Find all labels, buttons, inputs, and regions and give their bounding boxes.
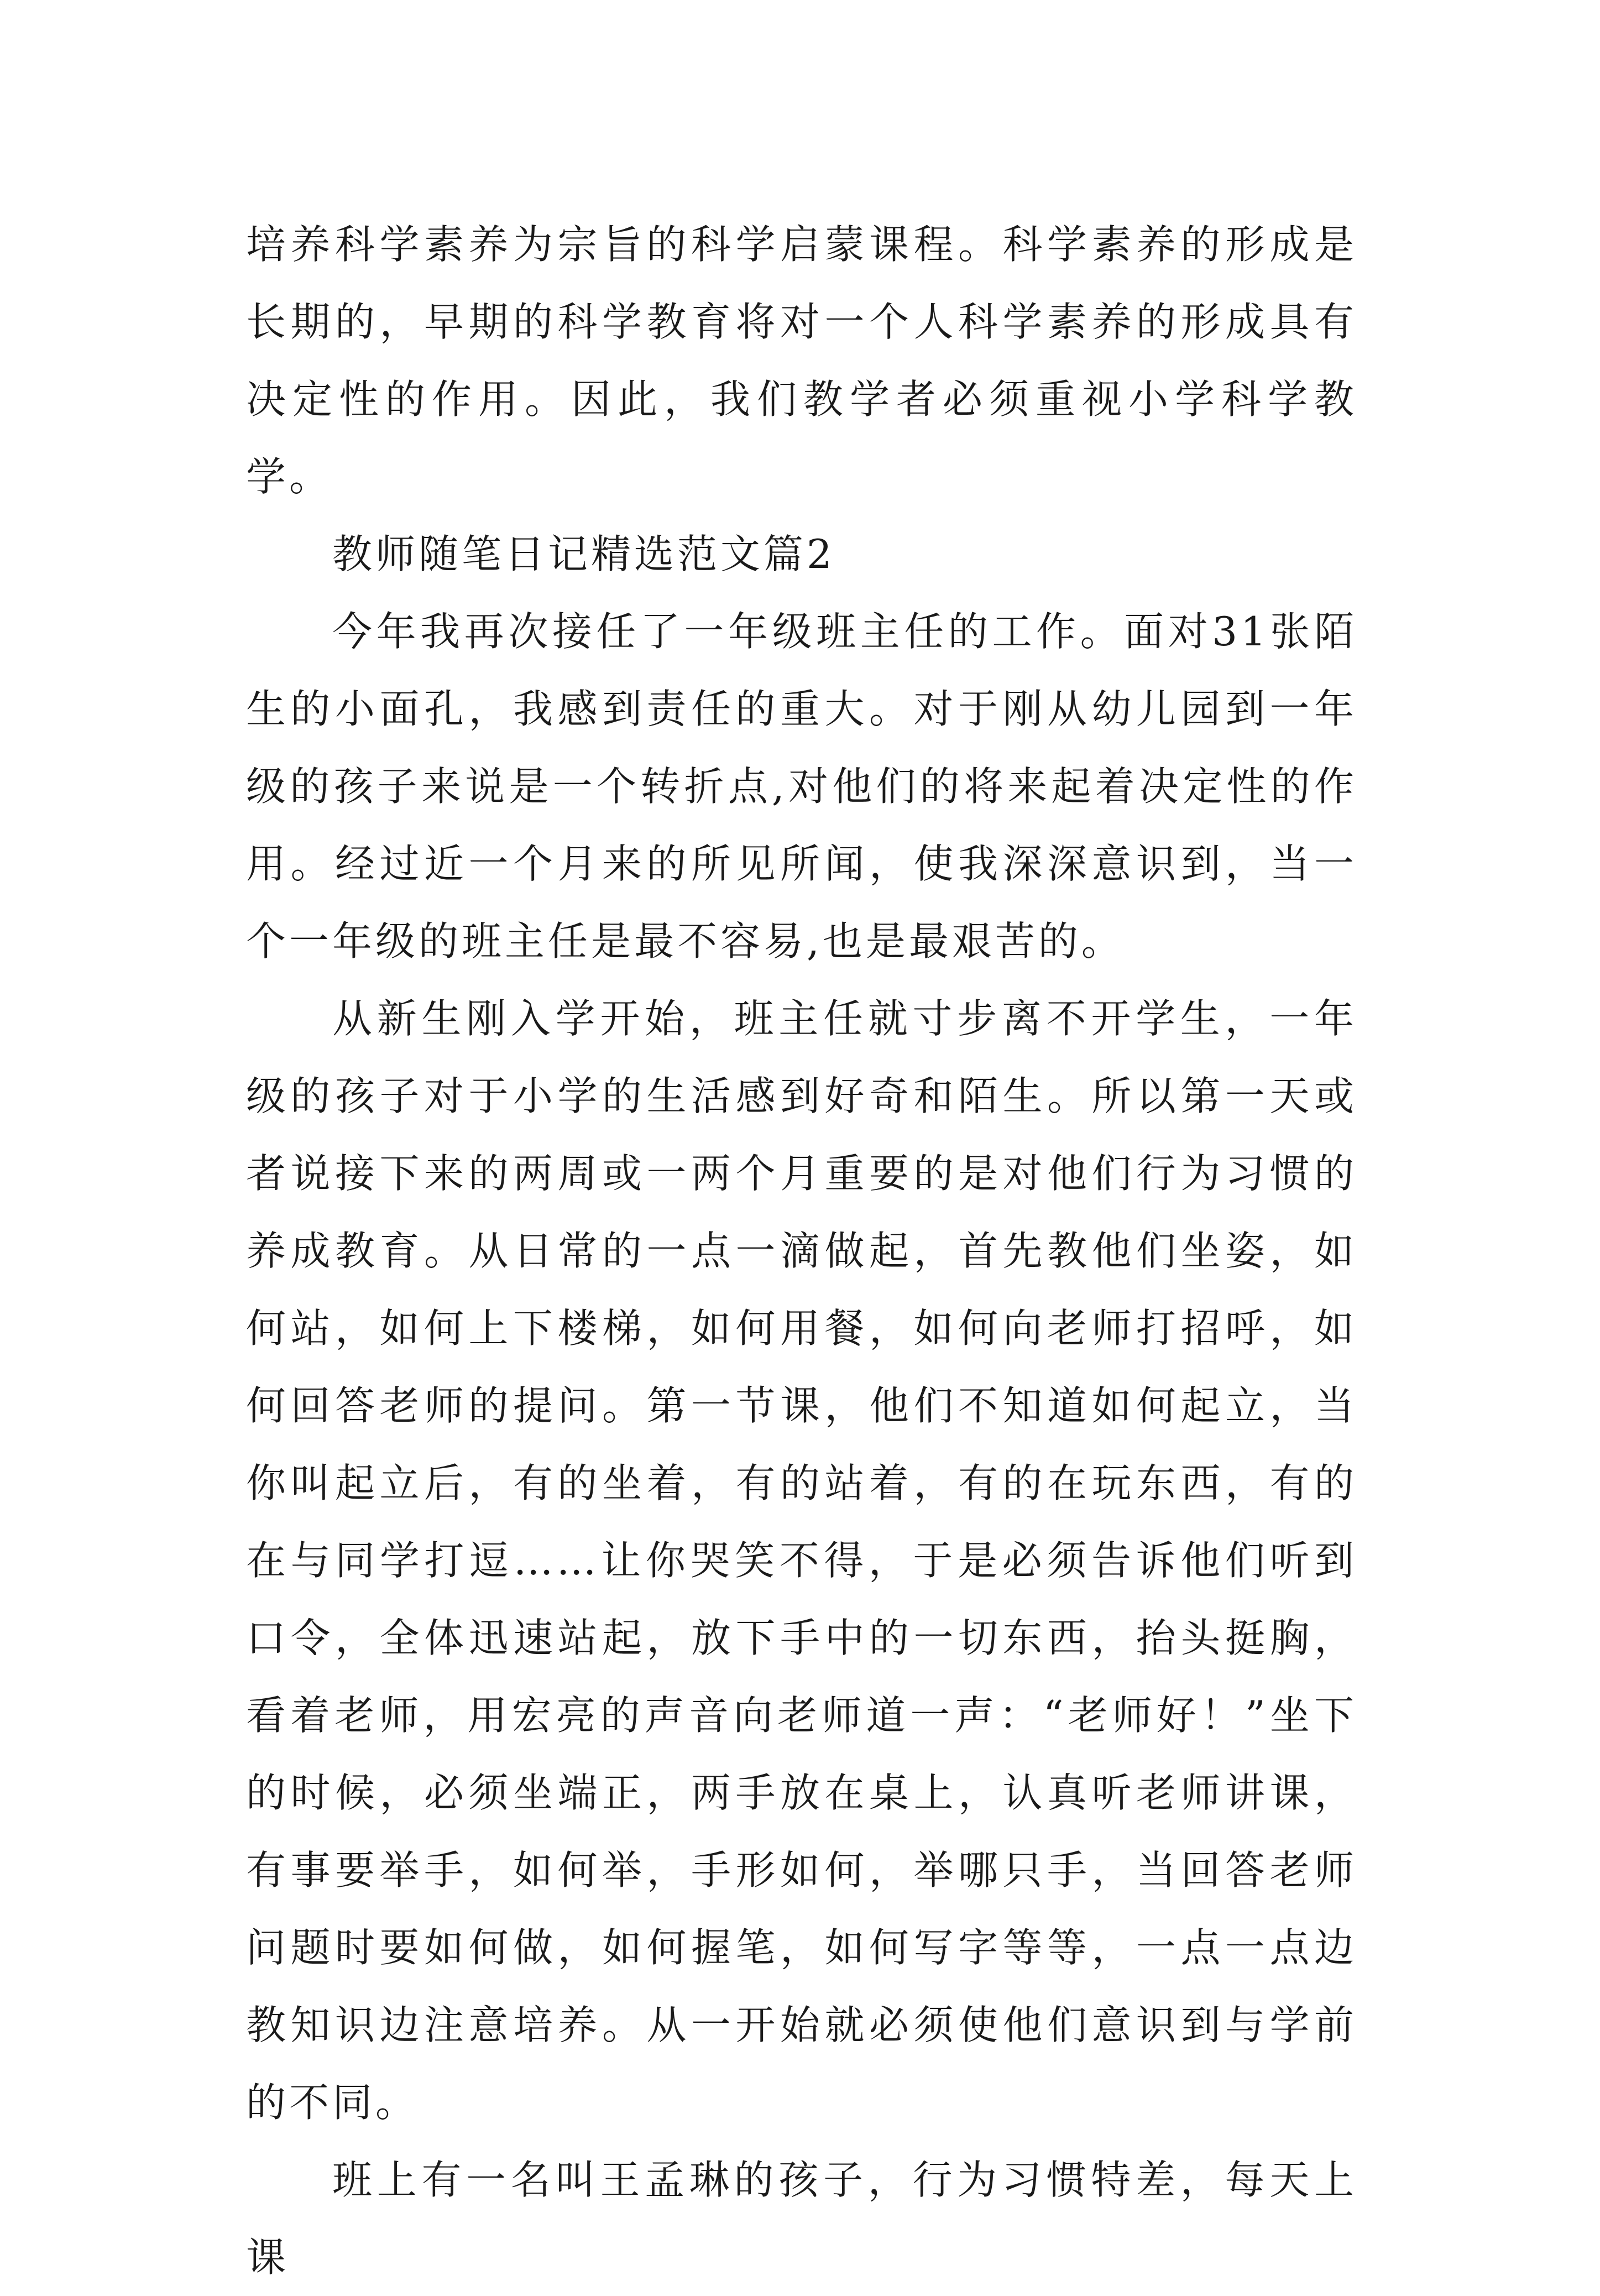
paragraph: 从新生刚入学开始，班主任就寸步离不开学生，一年级的孩子对于小学的生活感到好奇和陌生。所以第一天或者说接下来的两周或一两个月重要的是对他们行为习惯的养成教育。从日常的一点一滴做起，首先教他们坐姿，如何站，如何上下楼梯，如何用餐，如何向老师打招呼，如何回答老师的提问。第一节课，他们不知道如何起立，当你叫起立后，有的坐着，有的站着，有的在玩东西，有的在与同学打逗……让你哭笑不得，于是必须告诉他们听到口令，全体迅速站起，放下手中的一切东西，抬头挺胸，看着老师，用宏亮的声音向老师道一声：“老师好！”坐下的时候，必须坐端正，两手放在桌上，认真听老师讲课，有事要举手，如何举，手形如何，举哪只手，当回答老师问题时要如何做，如何握笔，如何写字等等，一点一点边教知识边注意培养。从一开始就必须使他们意识到与学前的不同。 [246, 995, 1357, 2126]
section-heading: 教师随笔日记精选范文篇2 [332, 531, 835, 577]
document-body [246, 206, 1357, 2296]
paragraph: 班上有一名叫王孟琳的孩子，行为习惯特差，每天上课 [246, 2157, 1357, 2281]
paragraph-continuation: 培养科学素养为宗旨的科学启蒙课程。科学素养的形成是长期的，早期的科学教育将对一个人科学素养的形成具有决定性的作用。因此，我们教学者必须重视小学科学教学。 [246, 221, 1357, 500]
paragraph: 今年我再次接任了一年级班主任的工作。面对31张陌生的小面孔，我感到责任的重大。对于刚从幼儿园到一年级的孩子来说是一个转折点,对他们的将来起着决定性的作用。经过近一个月来的所见所闻，使我深深意识到，当一个一年级的班主任是最不容易,也是最艰苦的。 [246, 608, 1357, 964]
